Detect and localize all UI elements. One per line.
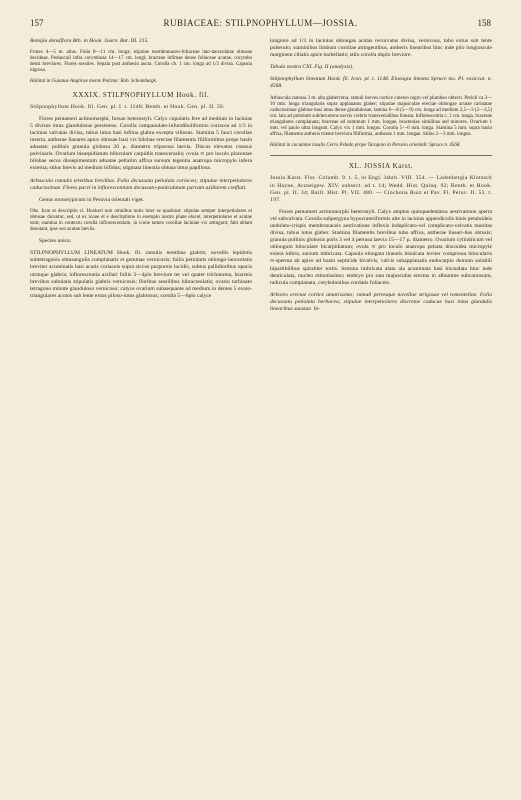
right-paragraph: Jossia Karst. Flor. Columb. 9. t. 5, in Engl. Jahrb. VIII. 354. — Ladenbergia Klotzsch in Hayne, Arzneigew. XIV. subsect. ad t. 14; Wedd. Hist. Quinq. 92; Benth. et Hook. Gen. pl. II. 34; Baill. Hist. Pl. VII. 480. — Cinchona Ruiz et Pav. Fl. Peruv. II. 53. t. 197. (270, 175, 492, 203)
left-paragraph: Species unica: (39, 238, 72, 245)
right-paragraph: longiore ad 1/3 in lacinias oblongas acutas recurvatas divisa, vernicosa, tubo extus sub lente puberulo; staminibus limbum corollae attingentibus, antheris linearibus hinc inde pilo longiuscule marginem ciliatis apice barbellatis; stilo corolla duplo breviore. (270, 38, 492, 59)
left-paragraph: STILPNOPHYLLUM LINEATUM Hook. fil. ramulis teretibus glabris; novellis lepidotis subtetragonis obtusangulis complanatis et gemmae vernicosis; foliis petiolatis oblongo-lanceolatis breviter acuminatis basi acutis coriaceis supra siccus purpureis lucidis, subtus pallidioribus opacis utrinque glabris; inflorescentia axillari foliis 3—4plo breviore ter vel quater trichotoma, bracteis brevibus subulatis stipulatis glabris vernicosis; floribus sessilibus bibracteolatis; ovario turbinato tetragono minute glanduloso vernicoso; calyce ovarium subaequante ad medium in dentes 5 ovato-triangulares acutos sub lente extus piloso-intus glabrosus; corolla 5—6plo calyce (30, 250, 252, 299)
left-paragraph: Flores pentameri actinomorphi, forsan heterostyli. Calyx cupularis fere ad medium in lacinias 5 divisus intus glandulosus persistens. Corolla campanulato-infundibuliformis coriacea ad 1/3 in lacinias valvatas divisa, tubus intus basi infima glabra excepta villosus. Stamina 5 fauci corollae inserta, antherae lineares apice obtusae basi vix bilobae erectae filamentis filiformibus prope basin adnatae; pollinis granula globosa 20 µ. diametro triporosa laevia. Discus elevatus crassus pulvinaris. Ovarium biearpidiatum biloculare carpidiis transversalis; ovula ∞ pro loculo placentae bilobae secus dissepimentum adnatae peltatim affixa sursum tegentia anatropa micropyle infera externa; stilus brevis ad medium bifidus; stigmata linearia obtusa intus papillosa. (30, 115, 252, 172)
right-paragraph: Flores pentameri actinomorphi heterostyli. Calyx amplus quinquedentatus aestivatione aperta vel subvalvata. Corolla subpergyna hypocrateriformis alte in lacinias appendiculis binis petaloideis undulato-crispis membranaceis aestivatione inflexis induplicato-vel complicato-valvatis munitas divisa, tubus intus glaber. Stamina filamentis brevibus tubo affixa, antherae lineari-bus obtusis; granula pollinis globosis poris 3 vel 4 pertusa laevia 15—17 µ. diametro. Ovarium cylindricum vel oblongum biloculare bicarpidiatum; ovula ∞ pro loculo anatropa peltata discoidea micropyle extera infera, sursum imbricata. Capsula elongata linearis bisulcata leviter compressa bilocularis ∞-sperma ab apice ad basin septicide bivalvis, valvis subapplanatis endocarpio demum solubili bipartibilibus spiraliter tortis. Semina imbricata alata ala acuminata basi bicaudata hinc inde denticulata, nucleo minutissimo; embryo pro rata majusculus erectus in albumine subcarnosum, radicula complanata, cotyledonibus cordatis foliaceis. (270, 208, 492, 286)
right-section-heading: XL. JOSSIA Karst. (348, 162, 414, 171)
right-paragraph: Arbuscula ramosa 3 m. alta glaberrima; ramuli breves cortice cinereo nigro vel plumbeo obtecti. Petioli ca 3—10 mm. longa triangularis supra applanatus glaber; stipulae majusculae erectae oblongae acutae carinatae caducissimae glabrae basi intus dense glandulosae; lamina 6—8 (5—9) cm. longa ad medium 2,5—3 (2—3,5) cm. lata ad petiolum subdecurrens nervis crebris transversalibus lineata. Inflorescentia c. 2 cm. longa, bracteae triangulares complanata; bracteae ad summum 1 mm. longae, bracteolae similibus sed minores. Ovarium 1 mm. vel paulo ultra longum. Calyx vix 1 mm. longus. Corolla 5—6 mm. longa. Stamina 5 mm. supra basin affixa, filamenta antheris triente breviora filiformia, antherae 1 mm. longae. Stilus 2—3 mm. longus. (270, 95, 492, 138)
left-paragraph: Habitat in Guianae Anglicae monte Parima: Rob. Schomburgk. (30, 79, 158, 85)
right-paragraph: Tabula nostra CXI. Fig. II (analysis). (270, 64, 354, 71)
left-paragraph: Stilpnophyllum Hook. fil. Gen. pl. I. t. 1148; Benth. et Hook. Gen. pl. II. 50. (30, 103, 225, 110)
running-head-title: RUBIACEAE: STILPNOPHYLLUM—JOSSIA. (163, 18, 358, 28)
page-number-right: 158 (477, 18, 491, 28)
right-paragraph: Stilpnophyllum lineatum Hook. fil. Icon. pl. t. 1148. Elaeagia lineata Spruce ms. Pl. exsiccat. n. 4568. (270, 76, 492, 90)
left-section-heading: XXXIX. STILPNOPHYLLUM Hook. fil. (72, 90, 210, 99)
right-divider (270, 155, 492, 156)
left-paragraph: Genus monotypicum in Peruvia orientali viget. (39, 196, 145, 203)
left-text-column (30, 38, 252, 305)
left-paragraph: Arbuscula ramulis teretibus brevibus. Folia decussata petiolata coriacea; stipulae interpetiolares caducissimae. Flores parvi in inflorescentiam decussato-paniculatam parvam axillarem conflati. (30, 177, 252, 191)
left-paragraph: Frutex 4—5 m. altus. Folia 8—11 cm. longa; stipulae membranaceo-foliaceae lato-lanceolatae obtusae deciduae. Pedunculi infra corymbosa 14—17 cm. longi; bracteae infimae dense foliaceae acutae, corymbo densi breviores. Flores sessiles. Sepala post anthesin aucta. Corolla cb. 1 cm. longa ad 1/3 divisa. Capsula nigrosa. (30, 50, 252, 74)
right-paragraph: Arbores erectae cortice amarissimo; ramuli pertesque novellae strigosae vel tomentellae. Folia decussata petiolata herbacea; stipulae interpetiolares discretae caducae basi intus glandulis linearibus sunstae. In- (270, 291, 492, 312)
page-number-left: 157 (30, 18, 44, 28)
left-paragraph: Obs. Icon et descriptio cl. Hookeri non omnibus notis inter se quadrant: stipulae semper interpetiolares et obtusae dicuntur, sed, ut ex icone et e descriptione in exemplo nostro plane elucet, interpetiolares et acutae sunt; stamina in contextu corolla inflorescentiam, in icone tamen corollae laciniae vix attingunt; fabi ablant denotant, ipse suo acutae laeviis. (30, 208, 252, 233)
right-paragraph: Habitat in cacumine insulis Cerro Pelado prope Tarapoto in Peruvia orientali: Spruce n. 4568. (270, 143, 461, 149)
running-header (30, 18, 491, 32)
left-paragraph: Remijia densiflora Bth. in Hook. Journ. Bot. III. 215. (30, 38, 149, 44)
right-text-column (270, 38, 492, 318)
